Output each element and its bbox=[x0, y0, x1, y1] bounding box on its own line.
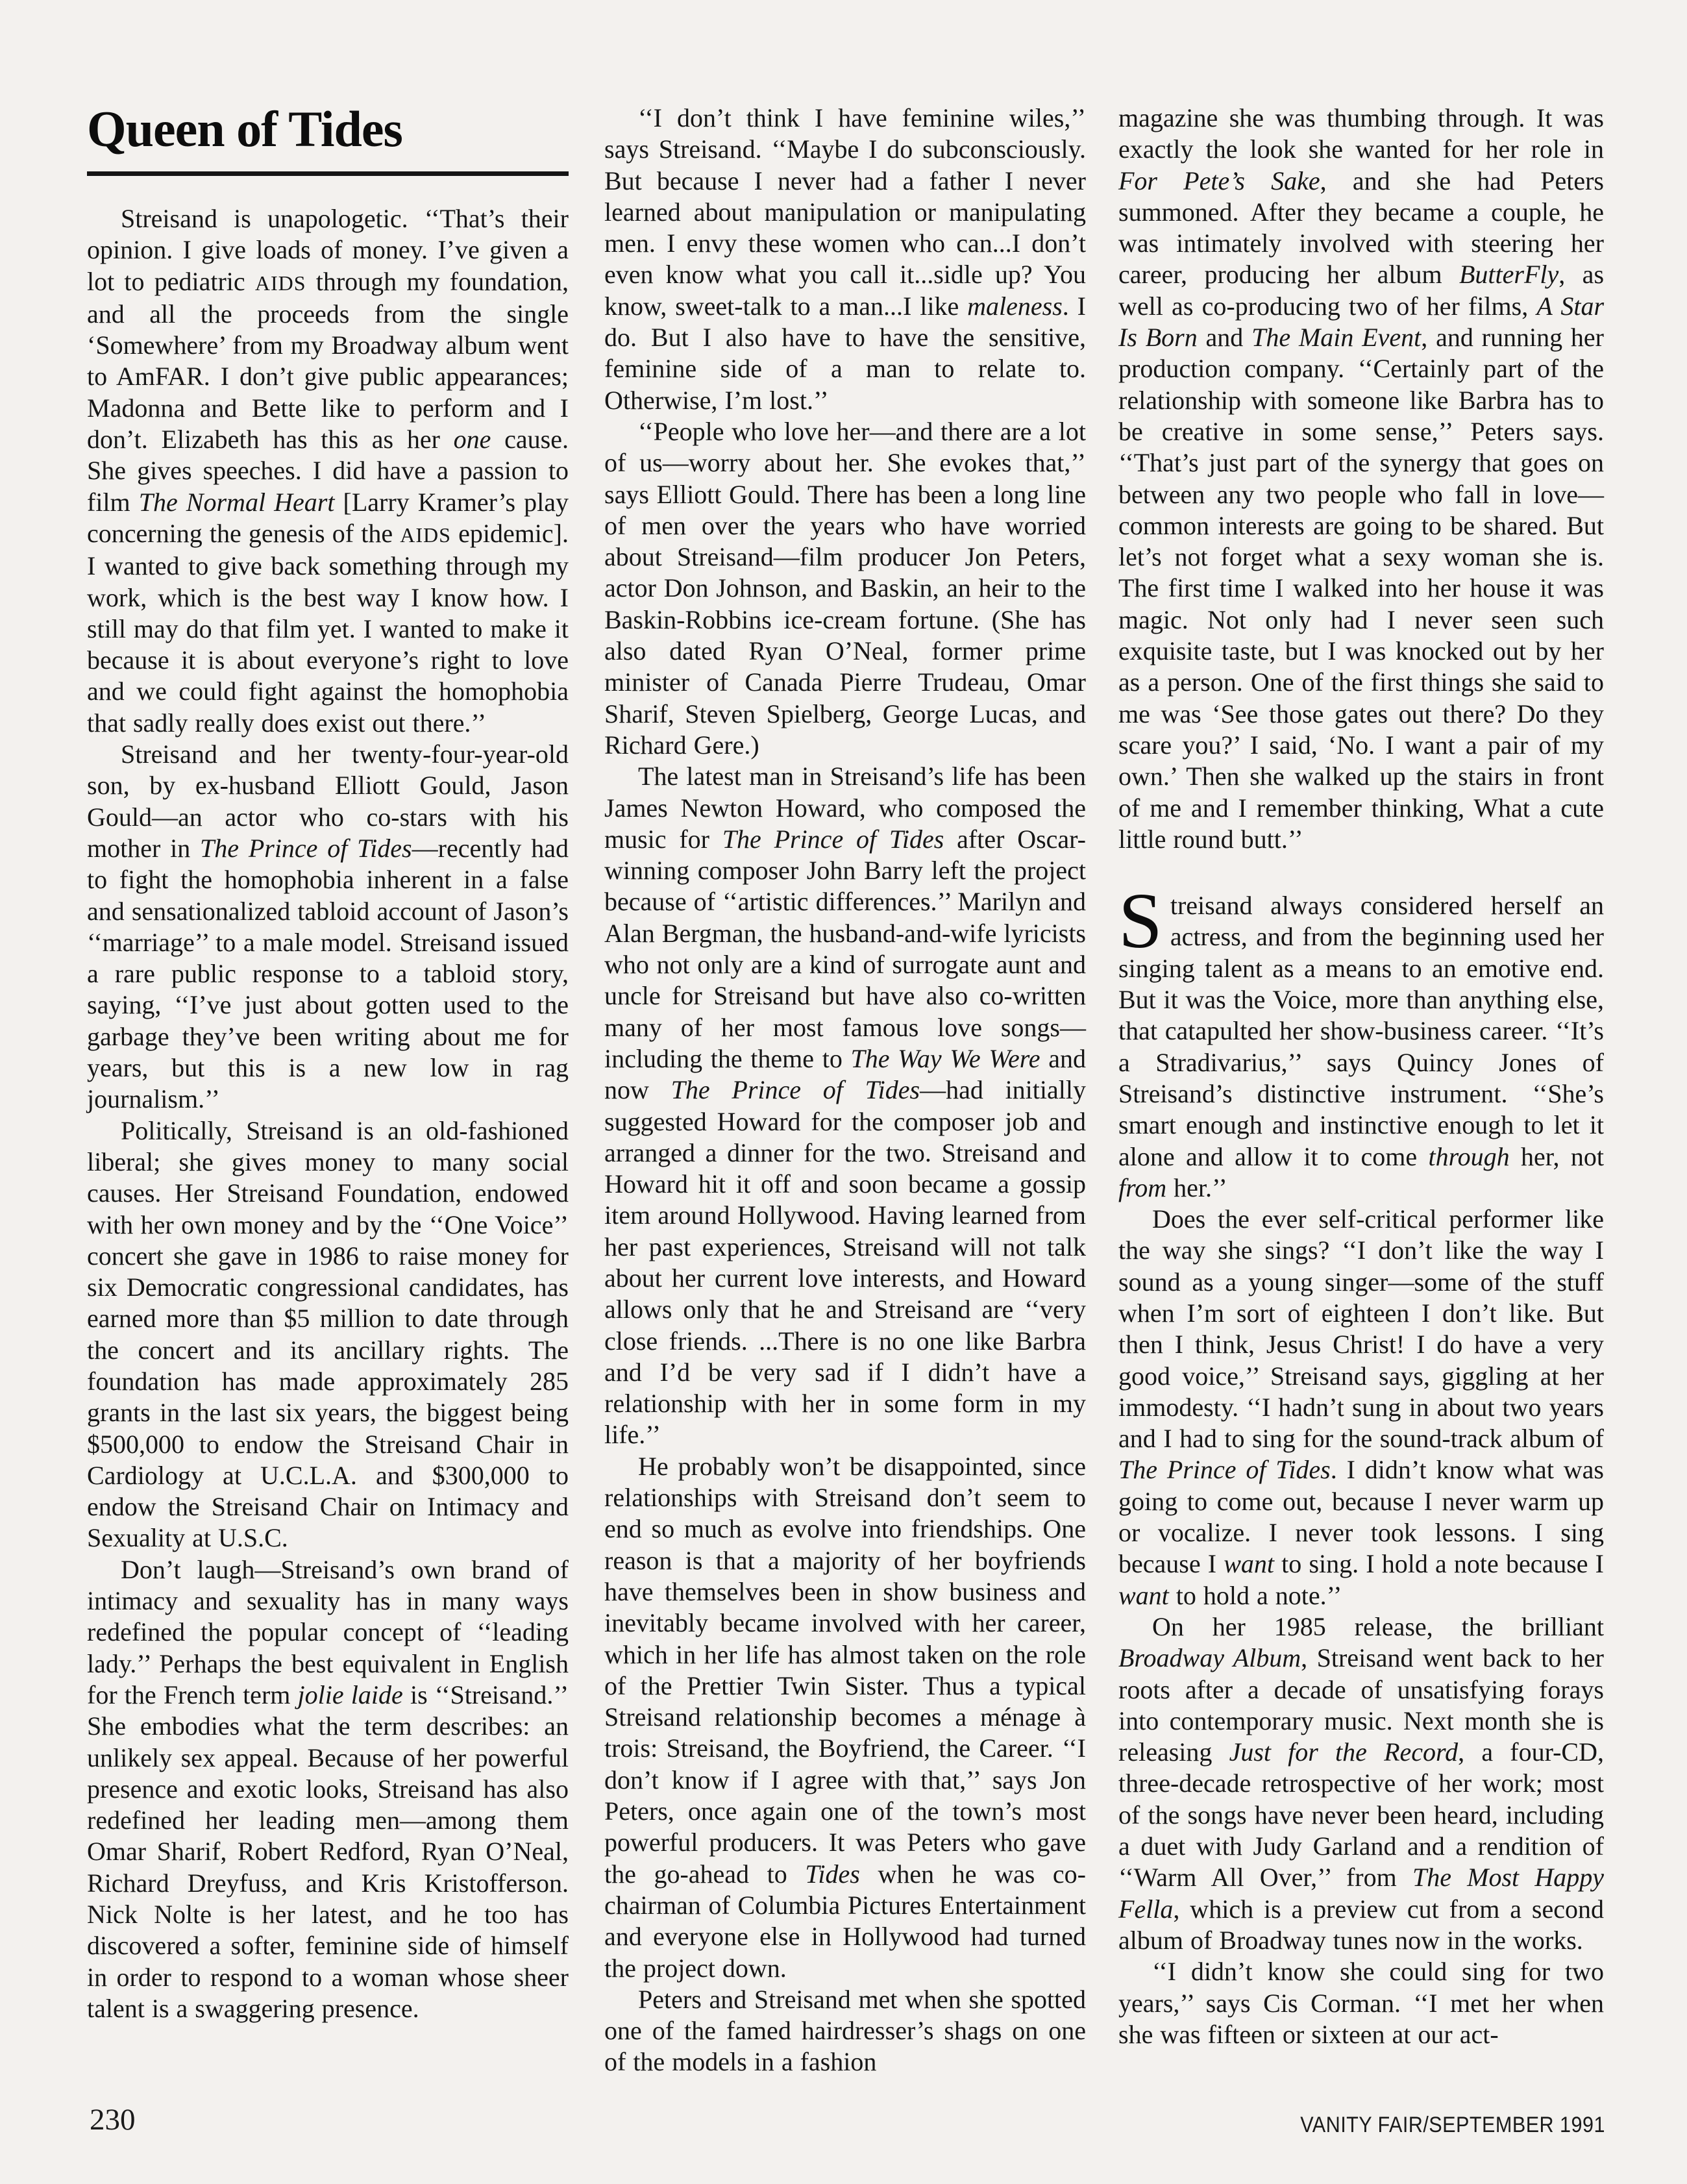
article-paragraph: The latest man in Streisand’s life has been James Newton Howard, who composed the music for The Prince of Tides after Oscar-winning composer John Barry left the project because of ‘‘artistic differences.’’ Marilyn and Alan Bergman, the husband-and-wife lyricists who not only are a kind of surrogate aunt and uncle for Streisand but have also co-written many of her most famous love songs—including the theme to The Way We Were and now The Prince of Tides—had initially suggested Howard for the composer job and arranged a dinner for the two. Streisand and Howard hit it off and soon became a gossip item around Hollywood. Having learned from her past experiences, Streisand will not talk about her current love interests, and Howard allows only that he and Streisand are ‘‘very close friends. ...There is no one like Barbra and I’d be very sad if I didn’t have a relationship with her in some form in my life.’’ bbox=[604, 762, 1087, 1450]
article-paragraph: ‘‘I didn’t know she could sing for two years,’’ says Cis Corman. ‘‘I met her when she was fifteen or sixteen at our act- bbox=[1118, 1957, 1604, 2049]
article-paragraph: ‘‘People who love her—and there are a lot of us—worry about her. She evokes that,’’ says Elliott Gould. There has been a long line of men over the years who have worried about Streisand—film producer Jon Peters, actor Don Johnson, and Baskin, an heir to the Baskin-Robbins ice-cream fortune. (She has also dated Ryan O’Neal, former prime minister of Canada Pierre Trudeau, Omar Sharif, Steven Spielberg, George Lucas, and Richard Gere.) bbox=[604, 416, 1086, 760]
column-1 bbox=[87, 97, 569, 2024]
article-paragraph: Peters and Streisand met when she spotted one of the famed hairdresser’s shags on one of the models in a fashion bbox=[604, 1984, 1086, 2077]
column-3-text bbox=[1118, 103, 1604, 2050]
article-paragraph: Does the ever self-critical performer like the way she sings? ‘‘I don’t like the way I sound as a young singer—some of the stuff when I’m sort of eighteen I don’t like. But then I think, Jesus Christ! I do have a very good voice,’’ Streisand says, giggling at her immodesty. ‘‘I hadn’t sung in about two years and I had to sing for the sound-track album of The Prince of Tides. I didn’t know what was going to come out, because I never warm up or vocalize. I never took lessons. I sing because I want to sing. I hold a note because I want to hold a note.’’ bbox=[1118, 1204, 1605, 1610]
title-rule bbox=[87, 171, 569, 176]
article-paragraph: Streisand and her twenty-four-year-old son, by ex-husband Elliott Gould, Jason Gould—an actor who co-stars with his mother in The Prince of Tides—recently had to fight the homophobia inherent in a false and sensationalized tabloid account of Jason’s ‘‘marriage’’ to a male model. Streisand issued a rare public response to a tabloid story, saying, ‘‘I’ve just about gotten used to the garbage they’ve been writing about me for years, but this is a new low in rag journalism.’’ bbox=[87, 739, 569, 1114]
article-paragraph: He probably won’t be disappointed, since relationships with Streisand don’t seem to end so much as evolve into friendships. One reason is that a majority of her boyfriends have themselves been in show business and inevitably became involved with her career, which in her life has almost taken on the role of the Prettier Twin Sister. Thus a typical Streisand relationship becomes a ménage à trois: Streisand, the Boyfriend, the Career. ‘‘I don’t know if I agree with that,’’ says Jon Peters, once again one of the town’s most powerful producers. It was Peters who gave the go-ahead to Tides when he was co-chairman of Columbia Pictures Entertainment and everyone else in Hollywood had turned the project down. bbox=[604, 1451, 1086, 1983]
column-2 bbox=[604, 103, 1086, 2078]
magazine-footer: VANITY FAIR/SEPTEMBER 1991 bbox=[1300, 2113, 1605, 2137]
column-2-text bbox=[604, 103, 1086, 2078]
article-paragraph: Streisand is unapologetic. ‘‘That’s their opinion. I give loads of money. I’ve given a lot to pediatric AIDS through my foundation, and all the proceeds from the single ‘Somewhere’ from my Broadway album went to AmFAR. I don’t give public appearances; Madonna and Bette like to perform and I don’t. Elizabeth has this as her one cause. She gives speeches. I did have a passion to film The Normal Heart [Larry Kramer’s play concerning the genesis of the AIDS epidemic]. I wanted to give back something through my work, which is the best way I know how. I still may do that film yet. I wanted to make it because it is about everyone’s right to love and we could fight against the homophobia that sadly really does exist out there.’’ bbox=[87, 204, 569, 738]
article-paragraph: Streisand always considered herself an actress, and from the beginning used her singing talent as a means to an emotive end. But it was the Voice, more than anything else, that catapulted her show-business career. ‘‘It’s a Stradivarius,’’ says Quincy Jones of Streisand’s distinctive instrument. ‘‘She’s smart enough and instinctive enough to let it alone and allow it to come through her, not from her.’’ bbox=[1118, 877, 1604, 1202]
article-paragraph: Don’t laugh—Streisand’s own brand of intimacy and sexuality has in many ways redefined the popular concept of ‘‘leading lady.’’ Perhaps the best equivalent in English for the French term jolie laide is ‘‘Streisand.’’ She embodies what the term describes: an unlikely sex appeal. Because of her powerful presence and exotic looks, Streisand has also redefined her leading men—among them Omar Sharif, Robert Redford, Ryan O’Neal, Richard Dreyfuss, and Kris Kristofferson. Nick Nolte is her latest, and he too has discovered a softer, feminine side of himself in order to respond to a woman whose sheer talent is a swaggering presence. bbox=[87, 1554, 569, 2023]
column-1-text bbox=[87, 203, 569, 2024]
article-paragraph: magazine she was thumbing through. It was exactly the look she wanted for her role in For Pete’s Sake, and she had Peters summoned. After they became a couple, he was intimately involved with steering her career, producing her album ButterFly, as well as co-producing two of her films, A Star Is Born and The Main Event, and running her production company. ‘‘Certainly part of the relationship with someone like Barbra has to be creative in some sense,’’ Peters says. ‘‘That’s just part of the synergy that goes on between any two people who fall in love—common interests are going to be shared. But let’s not forget what a sexy woman she is. The first time I walked into her house it was magic. Not only had I never seen such exquisite taste, but I was knocked out by her as a person. One of the first things she said to me was ‘See those gates out there? Do they scare you?’ I said, ‘No. I want a pair of my own.’ Then she walked up the stairs in front of me and I remember thinking, What a cute little round butt.’’ bbox=[1118, 103, 1605, 854]
column-3 bbox=[1118, 103, 1604, 2050]
article-paragraph: Politically, Streisand is an old-fashioned liberal; she gives money to many social causes. Her Streisand Foundation, endowed with her own money and by the ‘‘One Voice’’ concert she gave in 1986 to raise money for six Democratic congressional candidates, has earned more than $5 million to date through the concert and its ancillary rights. The foundation has made approximately 285 grants in the last six years, the biggest being $500,000 to endow the Streisand Chair in Cardiology at U.C.L.A. and $300,000 to endow the Streisand Chair on Intimacy and Sexuality at U.S.C. bbox=[87, 1115, 569, 1553]
page-number: 230 bbox=[90, 2103, 136, 2137]
article-title: Queen of Tides bbox=[87, 101, 402, 157]
article-paragraph: On her 1985 release, the brilliant Broadway Album, Streisand went back to her roots after a decade of unsatisfying forays into contemporary music. Next month she is releasing Just for the Record, a four-CD, three-decade retrospective of her work; most of the songs have never been heard, including a duet with Judy Garland and a rendition of ‘‘Warm All Over,’’ from The Most Happy Fella, which is a preview cut from a second album of Broadway tunes now in the works. bbox=[1118, 1611, 1604, 1955]
drop-cap: S bbox=[1118, 877, 1163, 965]
article-paragraph: ‘‘I don’t think I have feminine wiles,’’ says Streisand. ‘‘Maybe I do subconsciously. But because I never had a father I never learned about manipulation or manipulating men. I envy these women who can...I don’t even know what you call it...sidle up? You know, sweet-talk to a man...I like maleness. I do. But I also have to have the sensitive, feminine side of a man to relate to. Otherwise, I’m lost.’’ bbox=[604, 103, 1086, 415]
